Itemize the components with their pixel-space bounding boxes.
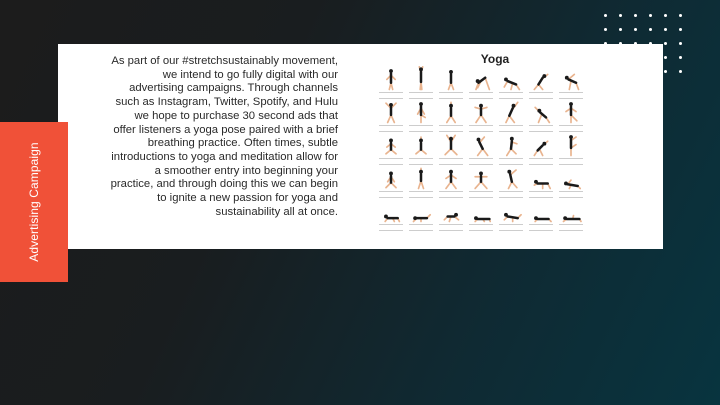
- pose-caption-placeholder: [529, 224, 553, 231]
- decorative-dot: [664, 14, 667, 17]
- pose-caption-placeholder: [379, 158, 403, 165]
- decorative-dot: [679, 56, 682, 59]
- pose-caption-placeholder: [379, 125, 403, 132]
- yoga-pose-figure-icon: [556, 99, 586, 132]
- yoga-pose-figure-icon: [466, 132, 496, 165]
- pose-caption-placeholder: [469, 191, 493, 198]
- pose-caption-placeholder: [439, 158, 463, 165]
- decorative-dot: [679, 42, 682, 45]
- yoga-pose-figure-icon: [376, 99, 406, 132]
- yoga-pose-figure-icon: [526, 132, 556, 165]
- yoga-pose-figure-icon: [496, 132, 526, 165]
- yoga-pose-figure-icon: [376, 198, 406, 231]
- yoga-pose-figure-icon: [496, 198, 526, 231]
- section-side-tab: [0, 122, 68, 282]
- decorative-dot: [604, 28, 607, 31]
- decorative-dot: [679, 28, 682, 31]
- pose-caption-placeholder: [469, 158, 493, 165]
- yoga-pose-figure-icon: [556, 132, 586, 165]
- side-tab-label: Advertising Campaign: [27, 142, 41, 262]
- pose-caption-placeholder: [469, 125, 493, 132]
- yoga-pose-figure-icon: [406, 99, 436, 132]
- yoga-pose-figure-icon: [496, 99, 526, 132]
- yoga-pose-figure-icon: [466, 165, 496, 198]
- pose-caption-placeholder: [499, 224, 523, 231]
- yoga-pose-figure-icon: [526, 165, 556, 198]
- yoga-pose-figure-icon: [436, 132, 466, 165]
- yoga-pose-figure-icon: [436, 99, 466, 132]
- decorative-dot: [664, 28, 667, 31]
- pose-caption-placeholder: [529, 92, 553, 99]
- pose-caption-placeholder: [409, 191, 433, 198]
- pose-caption-placeholder: [439, 191, 463, 198]
- pose-caption-placeholder: [379, 92, 403, 99]
- pose-caption-placeholder: [439, 224, 463, 231]
- yoga-pose-figure-icon: [496, 165, 526, 198]
- yoga-pose-figure-icon: [526, 66, 556, 99]
- yoga-pose-figure-icon: [556, 66, 586, 99]
- yoga-pose-figure-icon: [556, 165, 586, 198]
- yoga-pose-figure-icon: [436, 66, 466, 99]
- pose-caption-placeholder: [499, 125, 523, 132]
- yoga-pose-figure-icon: [436, 165, 466, 198]
- yoga-pose-figure-icon: [436, 198, 466, 231]
- pose-caption-placeholder: [559, 92, 583, 99]
- pose-caption-placeholder: [409, 92, 433, 99]
- yoga-pose-figure-icon: [376, 165, 406, 198]
- pose-caption-placeholder: [409, 158, 433, 165]
- yoga-pose-grid: [376, 66, 586, 232]
- pose-caption-placeholder: [499, 158, 523, 165]
- yoga-chart-title: Yoga: [480, 52, 510, 66]
- decorative-dot: [634, 14, 637, 17]
- decorative-dot: [634, 28, 637, 31]
- yoga-pose-figure-icon: [406, 66, 436, 99]
- campaign-description: As part of our #stretchsustainably movement, we intend to go fully digital with our advertising campaigns. Through channels such as Instagram, Twitter, Spotify, and Hulu we hope to purchase 30 second ads that offer listeners a yoga pose paired with a brief breathing practice. Often times, subtle introductions to yoga and meditation allow for a smoother entry into beginning your practice, and through doing this we can begin to ignite a new passion for yoga and sustainability all at once.: [110, 55, 338, 218]
- decorative-dot: [604, 14, 607, 17]
- pose-caption-placeholder: [409, 125, 433, 132]
- pose-caption-placeholder: [469, 224, 493, 231]
- pose-caption-placeholder: [529, 191, 553, 198]
- yoga-pose-figure-icon: [406, 165, 436, 198]
- pose-caption-placeholder: [499, 191, 523, 198]
- decorative-dot: [649, 14, 652, 17]
- pose-caption-placeholder: [529, 158, 553, 165]
- pose-caption-placeholder: [379, 224, 403, 231]
- yoga-pose-figure-icon: [406, 198, 436, 231]
- pose-caption-placeholder: [559, 191, 583, 198]
- yoga-pose-figure-icon: [526, 99, 556, 132]
- pose-caption-placeholder: [379, 191, 403, 198]
- yoga-pose-figure-icon: [406, 132, 436, 165]
- yoga-pose-figure-icon: [496, 66, 526, 99]
- pose-caption-placeholder: [439, 125, 463, 132]
- decorative-dot: [649, 28, 652, 31]
- yoga-pose-figure-icon: [556, 198, 586, 231]
- yoga-pose-figure-icon: [526, 198, 556, 231]
- yoga-pose-figure-icon: [466, 198, 496, 231]
- yoga-pose-figure-icon: [376, 66, 406, 99]
- pose-caption-placeholder: [559, 158, 583, 165]
- decorative-dot: [619, 28, 622, 31]
- decorative-dot: [679, 14, 682, 17]
- decorative-dot: [664, 70, 667, 73]
- pose-caption-placeholder: [409, 224, 433, 231]
- decorative-dot: [619, 14, 622, 17]
- pose-caption-placeholder: [559, 125, 583, 132]
- pose-caption-placeholder: [559, 224, 583, 231]
- pose-caption-placeholder: [499, 92, 523, 99]
- decorative-dot: [664, 56, 667, 59]
- decorative-dot: [679, 70, 682, 73]
- pose-caption-placeholder: [439, 92, 463, 99]
- yoga-pose-figure-icon: [376, 132, 406, 165]
- decorative-dot: [664, 42, 667, 45]
- yoga-pose-figure-icon: [466, 99, 496, 132]
- yoga-pose-figure-icon: [466, 66, 496, 99]
- pose-caption-placeholder: [529, 125, 553, 132]
- pose-caption-placeholder: [469, 92, 493, 99]
